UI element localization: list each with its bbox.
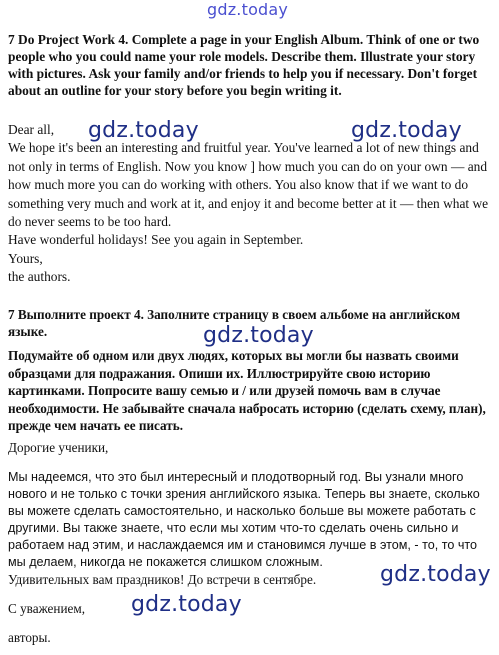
watermark-1: gdz.today bbox=[88, 118, 199, 143]
english-holidays: Have wonderful holidays! See you again in September. bbox=[8, 232, 304, 248]
english-body: We hope it's been an interesting and fruitful year. You've learned a lot of new things and not only in terms of English. Now you know ] how much you can do on your own — and how much more you can do working with others. You also know that if we want to do something very much and work at it, and enjoy it and become better at it — then what we do never seems to be too hard. bbox=[8, 140, 489, 230]
watermark-3: gdz.today bbox=[203, 323, 314, 348]
english-letter bbox=[8, 121, 494, 287]
watermark-5: gdz.today bbox=[131, 592, 242, 617]
english-regards: Yours, bbox=[8, 250, 43, 266]
russian-signature: авторы. bbox=[8, 630, 51, 645]
english-greeting: Dear all, bbox=[8, 122, 55, 137]
russian-regards: С уважением, bbox=[8, 601, 85, 616]
russian-title: 7 Выполните проект 4. Заполните страницу в своем альбоме на английском языке. bbox=[8, 307, 461, 339]
russian-task: Подумайте об одном или двух людях, которых вы могли бы назвать своими образцами для подражания. Опиши их. Иллюстрируйте свою историю картинками. Попросите вашу семью и / или друзей помочь вам в случае необходимости. Не забывайте сначала набросать историю (сделать схему, план), прежде чем начать ее писать. bbox=[8, 348, 486, 434]
watermark-4: gdz.today bbox=[380, 562, 491, 587]
russian-greeting: Дорогие ученики, bbox=[8, 440, 109, 455]
watermark-top: gdz.today bbox=[207, 0, 289, 19]
russian-body: Мы надеемся, что это был интересный и плодотворный год. Вы узнали много нового и не только с точки зрения английского языка. Теперь вы знаете, сколько вы можете сделать самостоятельно, и насколько больше вы можете работать с другими. Вы также знаете, что если мы хотим что-то сделать очень сильно и работаем над этим, и наслаждаемся им и становимся лучше в этом, - то, то что мы делаем, никогда не покажется слишком сложным. bbox=[8, 470, 480, 569]
english-signature: the authors. bbox=[8, 269, 71, 285]
watermark-2: gdz.today bbox=[351, 118, 462, 143]
russian-holidays: Удивительных вам праздников! До встречи в сентябре. bbox=[8, 572, 317, 587]
english-task: 7 Do Project Work 4. Complete a page in your English Album. Think of one or two people who you could name your role models. Describe them. Illustrate your story with pictures. Ask your family and/or friends to help you if necessary. Don't forget about an outline for your story before you begin writing it. bbox=[8, 32, 480, 98]
